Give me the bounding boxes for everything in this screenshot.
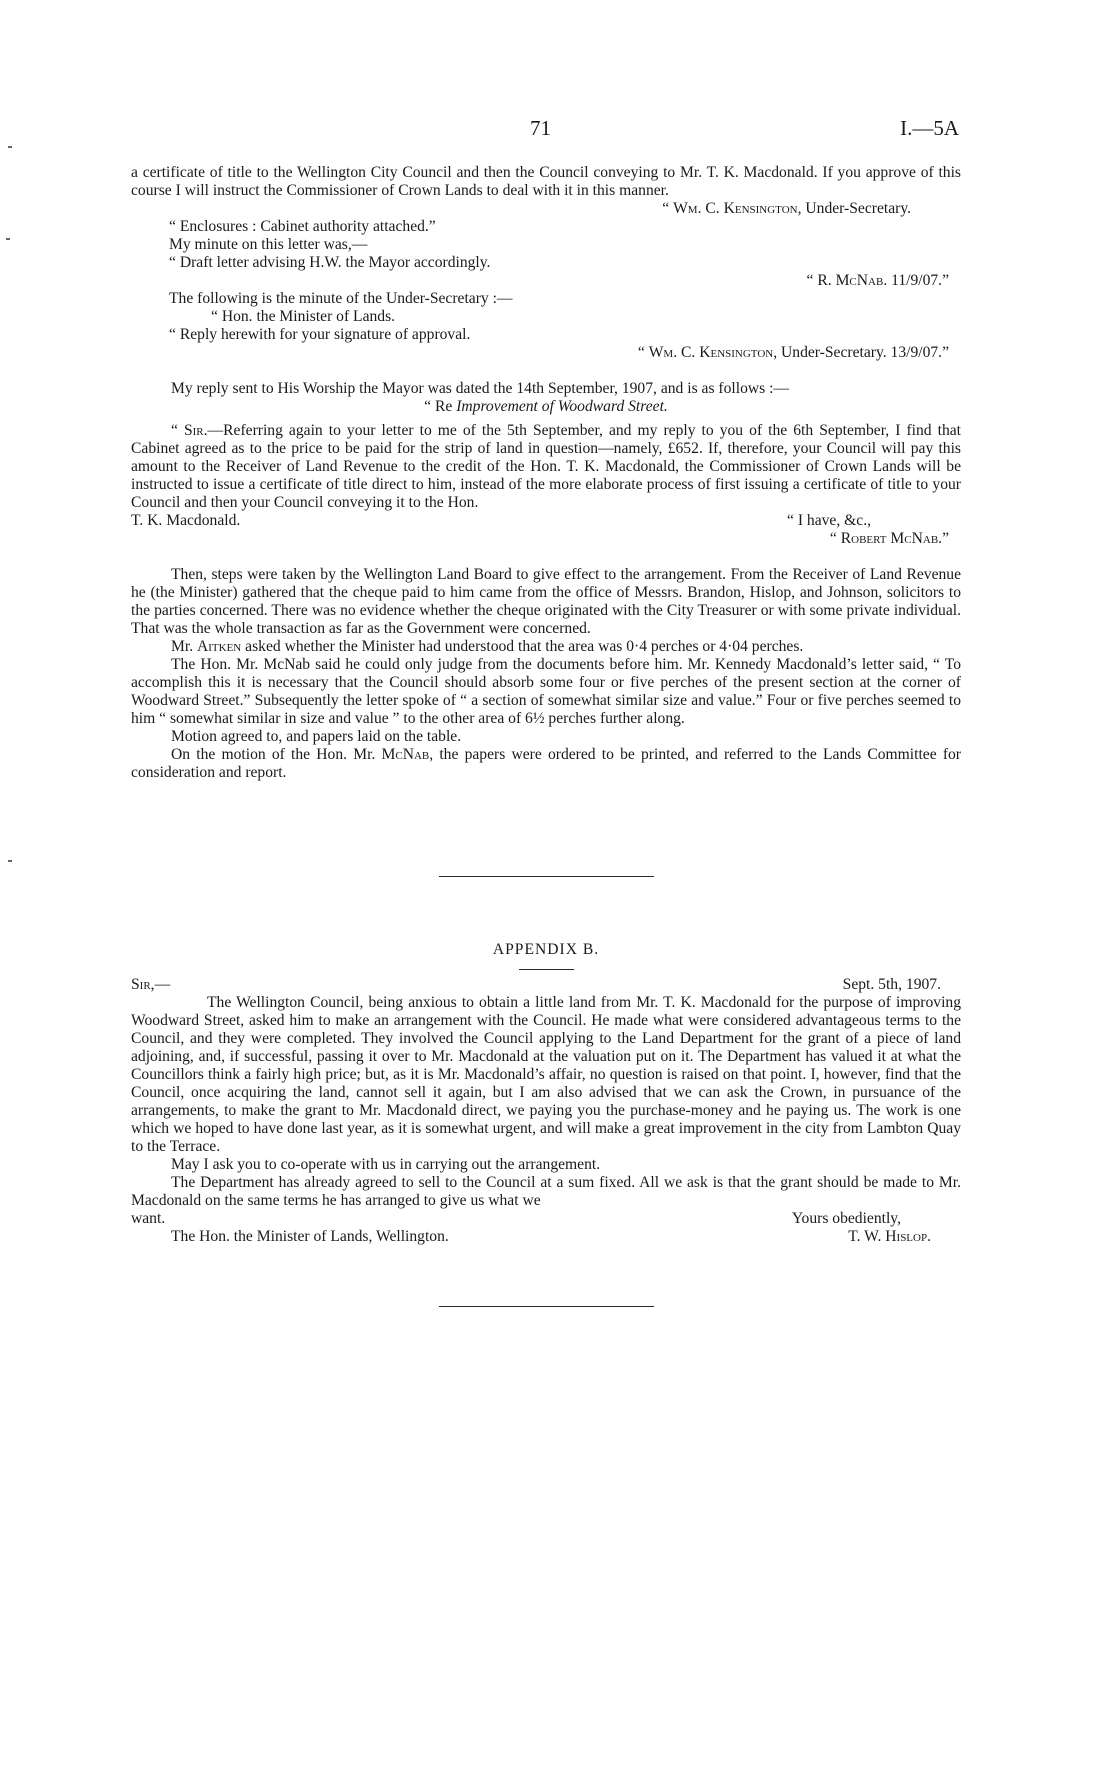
letter-subject — [131, 398, 961, 416]
signature-quote: “ — [637, 344, 649, 361]
letter-closing-row — [131, 512, 961, 530]
signature — [131, 272, 961, 290]
signature-title: , Under-Secretary. — [797, 200, 911, 217]
paragraph: “ Hon. the Minister of Lands. — [211, 308, 396, 325]
enclosures-line: “ Enclosures : Cabinet authority attached.” — [169, 218, 436, 235]
letter-header-row — [131, 976, 961, 994]
signature-date: , Under-Secretary. 13/9/07.” — [773, 344, 949, 361]
letter-date: Sept. 5th, 1907. — [842, 976, 941, 993]
paragraph: The Department has already agreed to sell to the Council at a sum fixed. All we ask is that the grant should be made to Mr. Macdonald on the same terms he has arranged to give us what we — [131, 1174, 961, 1209]
paragraph-text: , the papers were ordered to be printed, and referred to the Lands Committee for consideration and report. — [131, 746, 961, 781]
appendix-title: APPENDIX B. — [492, 941, 600, 958]
paragraph-text: On the motion of the Hon. Mr. — [171, 746, 382, 763]
signature-name: McNab — [835, 272, 884, 289]
signer-initials: T. W. — [848, 1228, 886, 1245]
paragraph — [131, 638, 961, 656]
paragraph: “ Draft letter advising H.W. the Mayor accordingly. — [169, 254, 491, 271]
speaker-prefix: Mr. — [171, 638, 197, 655]
letter-closing: Yours obediently, — [791, 1210, 901, 1227]
letter-closing: “ I have, &c., — [787, 512, 871, 529]
signature-name: Wm. C. Kensington — [648, 344, 774, 361]
signature-name: Wm. C. Kensington — [673, 200, 798, 217]
signature-quote: “ R. — [806, 272, 836, 289]
page-reference: I.—5A — [900, 116, 959, 140]
addressee: The Hon. the Minister of Lands, Wellington. — [171, 1228, 449, 1245]
subject-title: Improvement of Woodward Street. — [456, 398, 668, 415]
paragraph — [131, 746, 961, 782]
signature-row — [131, 1228, 961, 1246]
paragraph: My minute on this letter was,— — [169, 236, 368, 253]
scan-mark — [8, 860, 12, 862]
signature — [131, 344, 961, 362]
page-header — [0, 116, 1114, 146]
letter-text: .—Referring again to your letter to me of the 5th September, and my reply to you of the 6th September, I find that Cabinet agreed as to the price to be paid for the strip of land in question—namely, £652. If, therefore, your Council will pay this amount to the Receiver of Land Revenue to the credit of the Hon. T. K. Macdonald, the Commissioner of Crown Lands will be instructed to issue a certificate of title direct to him, instead of the more elaborate process of first issuing a certificate of title to your Council and then your Council conveying it to the Hon. — [131, 422, 961, 511]
paragraph: The Wellington Council, being anxious to obtain a little land from Mr. T. K. Macdonald for the purpose of improving Woodward Street, asked him to make an arrangement with the Council. He made what were considered advantageous terms to the Council, and they were completed. They involved the Council applying to the Land Department for the grant of a piece of land adjoining, and, if successful, passing it over to Mr. Macdonald at the valuation put on it. The Department has valued it at what the Councillors think a fairly high price; but, as it is Mr. Macdonald’s affair, no question is raised on that point. I, however, find that the Council, once acquiring the land, cannot sell it again, but I am also advised that we can ask the Crown, in pursuance of the arrangements, to make the grant to Mr. Macdonald direct, we paying you the purchase-money and he paying us. The work is one which we hoped to have done last year, as it is somewhat urgent, and will make a great improvement in the city from Lambton Quay to the Terrace. — [131, 994, 961, 1155]
scan-mark — [6, 238, 10, 240]
paragraph: The Hon. Mr. McNab said he could only judge from the documents before him. Mr. Kennedy Macdonald’s letter said, “ To accomplish this it is necessary that the Council should absorb some four or five perches of the present section at the corner of Woodward Street.” Subsequently the letter spoke of “ a section of somewhat similar size and value.” Four or five perches seemed to him “ somewhat similar in size and value ” to the other area of 6½ perches further along. — [131, 656, 961, 727]
paragraph: “ Reply herewith for your signature of approval. — [169, 326, 471, 343]
paragraph: a certificate of title to the Wellington City Council and then the Council conveying to Mr. T. K. Macdonald. If you approve of this course I will instruct the Commissioner of Crown Lands to deal with it in this manner. — [131, 164, 961, 199]
signer-name: Hislop — [885, 1228, 928, 1245]
salutation: Sir,— — [131, 976, 171, 993]
paragraph: The following is the minute of the Under-Secretary :— — [169, 290, 513, 307]
subject-prefix: “ Re — [424, 398, 457, 415]
signature — [848, 1228, 961, 1246]
paragraph: May I ask you to co-operate with us in carrying out the arrangement. — [171, 1156, 601, 1173]
speaker-name: Aitken — [197, 638, 242, 655]
section-divider — [439, 1306, 654, 1307]
signature-quote: “ — [829, 530, 841, 547]
paragraph: Then, steps were taken by the Wellington Land Board to give effect to the arrangement. From the Receiver of Land Revenue he (the Minister) gathered that the cheque paid to him came from the office of Messrs. Brandon, Hislop, and Johnson, solicitors to the parties concerned. There was no evidence whether the cheque originated with the City Treasurer or with some private individual. That was the whole transaction as far as the Government were concerned. — [131, 566, 961, 637]
paragraph: My reply sent to His Worship the Mayor was dated the 14th September, 1907, and is as follows :— — [171, 380, 790, 397]
signer-end: . — [927, 1228, 931, 1245]
signature — [131, 530, 961, 548]
letter-body: “ Sir.—Referring again to your letter to me of the 5th September, and my reply to you of the 6th September, I find that Cabinet agreed as to the price to be paid for the strip of land in question—namely, £652. If, therefore, your Council will pay this amount to the Receiver of Land Revenue to the credit of the Hon. T. K. Macdonald, the Commissioner of Crown Lands will be instructed to issue a certificate of title direct to him, instead of the more elaborate process of first issuing a certificate of title to your Council and then your Council conveying it to the Hon. — [131, 422, 961, 511]
speaker-name: McNab — [381, 746, 430, 763]
paragraph-text-end: want. — [131, 1210, 166, 1227]
signature — [131, 200, 961, 218]
scan-mark — [8, 146, 12, 148]
closing-row — [131, 1210, 961, 1228]
signature-name: Robert McNab — [840, 530, 939, 547]
letter-text-end: T. K. Macdonald. — [131, 512, 241, 529]
signature-date: . 11/9/07.” — [883, 272, 949, 289]
salutation: Sir — [183, 422, 204, 439]
paragraph: Motion agreed to, and papers laid on the table. — [171, 728, 462, 745]
page-content — [131, 164, 961, 1307]
signature-quote: “ — [662, 200, 674, 217]
page-number: 71 — [530, 116, 551, 140]
signature-end: .” — [938, 530, 949, 547]
paragraph-text: asked whether the Minister had understood that the area was 0·4 perches or 4·04 perches. — [241, 638, 804, 655]
